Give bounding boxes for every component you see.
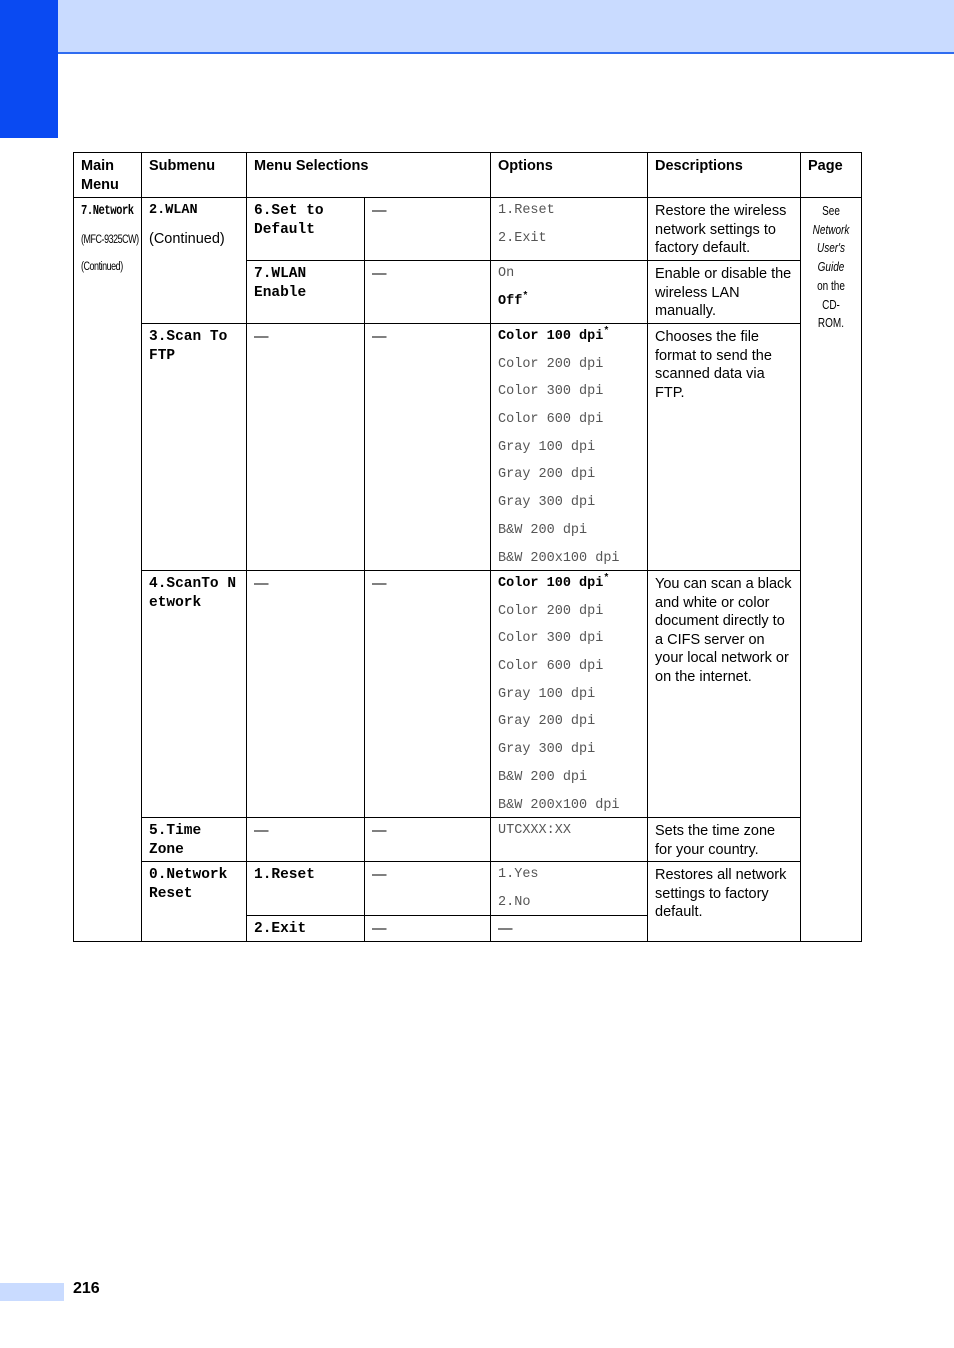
options-exit: — [491, 916, 648, 942]
selection-wlan-enable-sub: — [365, 261, 491, 324]
submenu-network-reset: 0.Network Reset [142, 862, 247, 942]
option-item: Gray 100 dpi [498, 686, 596, 702]
option-item: 1.Yes [498, 867, 539, 882]
selection-scan-ftp-sub: — [365, 324, 491, 571]
option-item: Gray 200 dpi [498, 714, 596, 730]
main-menu-model: (MFC-9325CW) [81, 233, 139, 246]
menu-table [73, 152, 862, 942]
submenu-wlan-label: 2.WLAN [149, 203, 198, 218]
selection-time-zone: — [247, 818, 365, 862]
option-item: 2.Exit [498, 230, 547, 246]
options-time-zone [491, 818, 648, 862]
option-item-default: Color 100 dpi [498, 576, 604, 591]
submenu-wlan [142, 198, 247, 324]
submenu-wlan-continued: (Continued) [149, 230, 225, 247]
option-item: B&W 200 dpi [498, 769, 588, 785]
main-menu-label: 7.Network [81, 204, 134, 219]
footer-band [0, 1283, 64, 1301]
option-item: Color 600 dpi [498, 412, 604, 428]
description-scan-network: You can scan a black and white or color document directly to a CIFS server on your local network or on the internet. [648, 571, 801, 818]
submenu-time-zone: 5.Time Zone [142, 818, 247, 862]
header-submenu: Submenu [142, 153, 247, 198]
description-set-default: Restore the wireless network settings to factory default. [648, 198, 801, 261]
table-row [74, 198, 862, 261]
table-row [74, 862, 862, 916]
submenu-scan-ftp: 3.Scan To FTP [142, 324, 247, 571]
main-menu-continued: (Continued) [81, 261, 123, 273]
default-mark: * [522, 291, 529, 303]
selection-scan-ftp: — [247, 324, 365, 571]
selection-reset-sub: — [365, 862, 491, 916]
header-main-menu: Main Menu [74, 153, 142, 198]
table-header-row [74, 153, 862, 198]
table-row [74, 324, 862, 571]
header-band [0, 0, 954, 54]
main-menu-cell [74, 198, 142, 942]
header-menu-selections: Menu Selections [247, 153, 491, 198]
page-ref-cell [801, 198, 862, 942]
description-scan-ftp: Chooses the file format to send the scanned data via FTP. [648, 324, 801, 571]
table-row [74, 571, 862, 818]
option-item: 2.No [498, 894, 531, 910]
table-row [74, 818, 862, 862]
page-ref: See Network User's Guide on the CD-ROM. [812, 204, 850, 331]
page-number: 216 [73, 1280, 100, 1297]
selection-exit: 2.Exit [247, 916, 365, 942]
option-item: Gray 300 dpi [498, 742, 596, 758]
option-item: Gray 100 dpi [498, 439, 596, 455]
description-time-zone: Sets the time zone for your country. [648, 818, 801, 862]
option-item: Color 200 dpi [498, 603, 604, 619]
option-item: Gray 300 dpi [498, 495, 596, 511]
selection-set-default: 6.Set to Default [247, 198, 365, 261]
selection-scan-network-sub: — [365, 571, 491, 818]
header-descriptions: Descriptions [648, 153, 801, 198]
option-item: UTCXXX:XX [498, 823, 571, 838]
option-item: B&W 200x100 dpi [498, 550, 620, 566]
selection-exit-sub: — [365, 916, 491, 942]
option-item: Color 200 dpi [498, 356, 604, 372]
option-item: B&W 200 dpi [498, 522, 588, 538]
option-item: B&W 200x100 dpi [498, 797, 620, 813]
options-wlan-enable [491, 261, 648, 324]
option-item: Color 300 dpi [498, 631, 604, 647]
selection-set-default-sub: — [365, 198, 491, 261]
header-page: Page [801, 153, 862, 198]
option-item-default: Color 100 dpi [498, 329, 604, 344]
selection-scan-network: — [247, 571, 365, 818]
options-scan-network [491, 571, 648, 818]
default-mark: * [603, 573, 610, 585]
default-mark: * [603, 326, 610, 338]
options-set-default [491, 198, 648, 261]
chapter-tab [0, 0, 58, 138]
selection-time-zone-sub: — [365, 818, 491, 862]
option-item: On [498, 266, 515, 281]
header-options: Options [491, 153, 648, 198]
option-item-default: Off [498, 293, 523, 309]
selection-wlan-enable: 7.WLAN Enable [247, 261, 365, 324]
option-item: Gray 200 dpi [498, 467, 596, 483]
submenu-scan-network: 4.ScanTo Network [142, 571, 247, 818]
option-item: Color 600 dpi [498, 659, 604, 675]
option-item: Color 300 dpi [498, 384, 604, 400]
options-reset [491, 862, 648, 916]
description-network-reset: Restores all network settings to factory default. [648, 862, 801, 942]
description-wlan-enable: Enable or disable the wireless LAN manually. [648, 261, 801, 324]
selection-reset: 1.Reset [247, 862, 365, 916]
option-item: 1.Reset [498, 203, 555, 218]
options-scan-ftp [491, 324, 648, 571]
